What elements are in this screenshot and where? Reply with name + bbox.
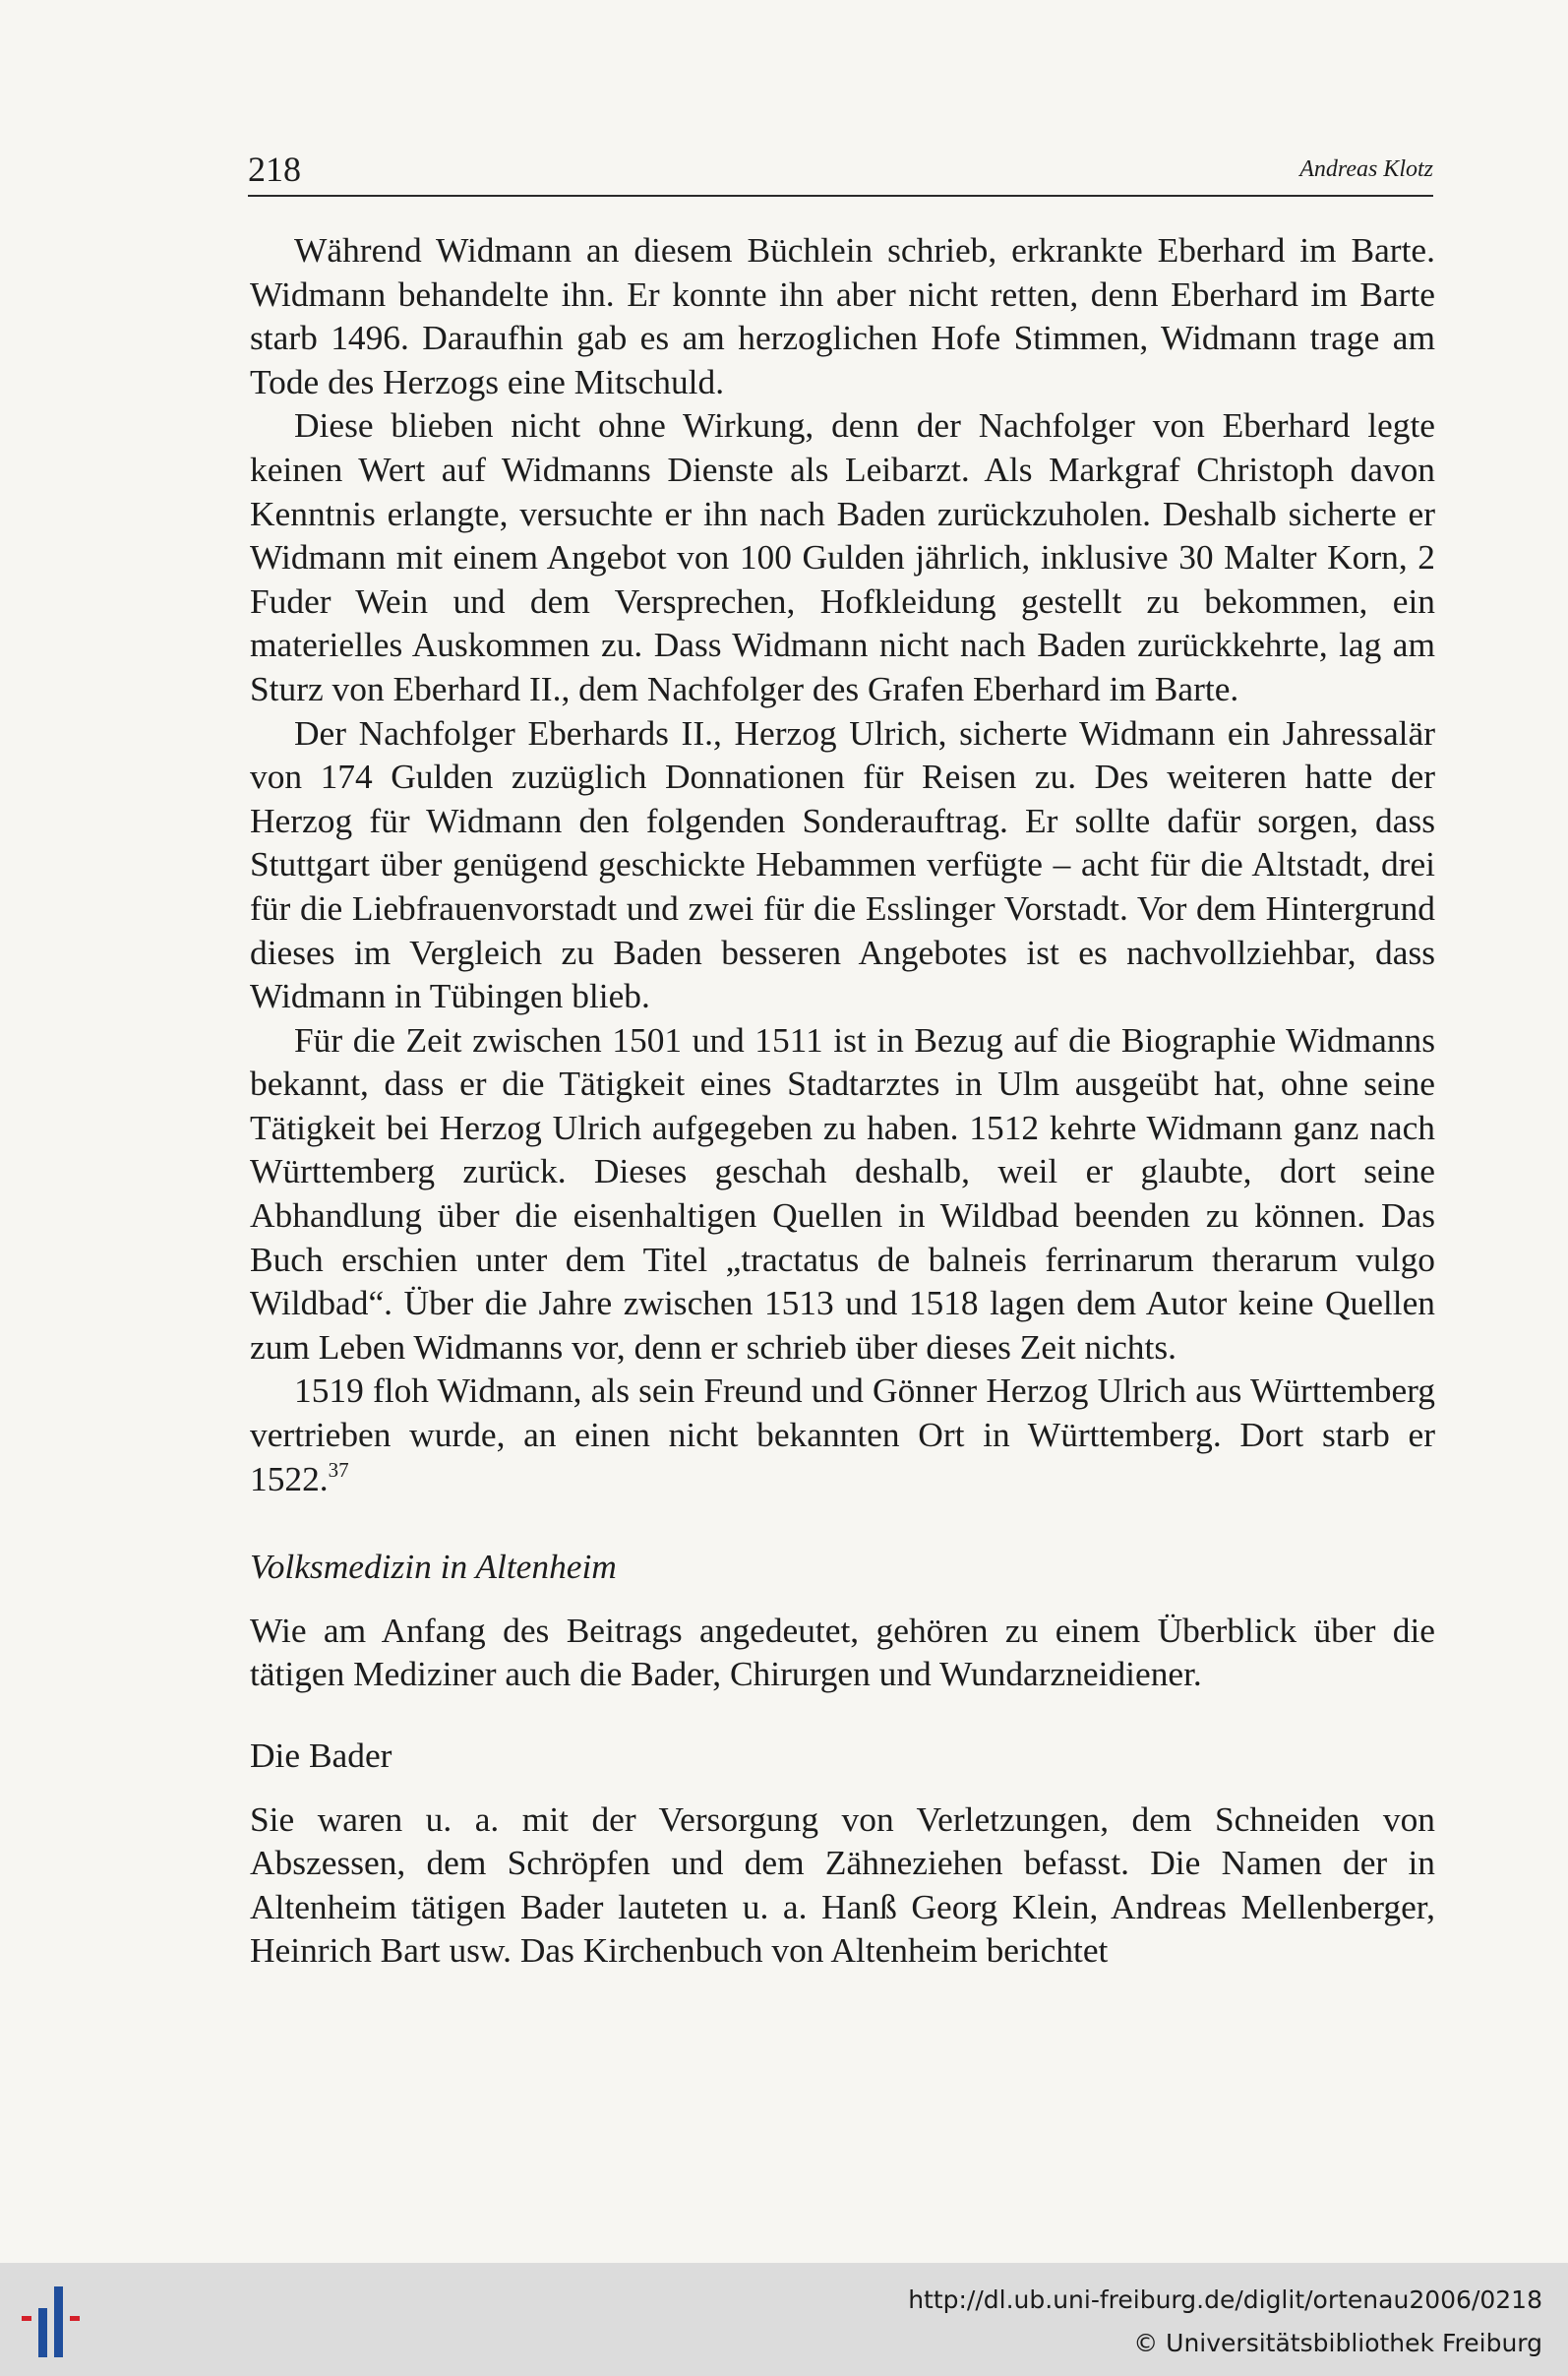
paragraph-3: Der Nachfolger Eberhards II., Herzog Ulrich, sicherte Widmann ein Jahressalär von 174 Gulden zuzüglich Donnationen für Reisen zu. Des weiteren hatte der Herzog für Widmann den folgenden Sonderauftrag. Er sollte dafür sorgen, dass Stuttgart über genügend geschickte Hebammen verfügte – acht für die Altstadt, drei für die Liebfrauenvorstadt und zwei für die Esslinger Vorstadt. Vor dem Hintergrund dieses im Vergleich zu Baden besseren Angebotes ist es nachvollziehbar, dass Widmann in Tübingen blieb.	[250, 712, 1435, 1016]
paragraph-5	[250, 1369, 1435, 1500]
paragraph-2: Diese blieben nicht ohne Wirkung, denn der Nachfolger von Eberhard legte keinen Wert auf Widmanns Dienste als Leibarzt. Als Markgraf Christoph davon Kenntnis erlangte, versuchte er ihn nach Baden zurückzuholen. Deshalb sicherte er Widmann mit einem Angebot von 100 Gulden jährlich, inklusive 30 Malter Korn, 2 Fuder Wein und dem Versprechen, Hofkleidung gestellt zu bekommen, ein materielles Auskommen zu. Dass Widmann nicht nach Baden zurückkehrte, lag am Sturz von Eberhard II., dem Nachfolger des Grafen Eberhard im Barte.	[250, 405, 1435, 708]
footer-bar	[0, 2263, 1568, 2376]
subsection-title: Die Bader	[250, 1736, 392, 1775]
ub-freiburg-logo-icon	[22, 2283, 100, 2361]
source-url-link[interactable]: http://dl.ub.uni-freiburg.de/diglit/ortenau2006/0218	[908, 2285, 1542, 2314]
paragraph-5-text: 1519 floh Widmann, als sein Freund und Gönner Herzog Ulrich aus Württemberg vertrieben wurde, an einen nicht bekannten Ort in Württemberg. Dort starb er 1522.	[250, 1371, 1435, 1498]
page-number: 218	[248, 150, 301, 189]
paragraph-4: Für die Zeit zwischen 1501 und 1511 ist in Bezug auf die Biographie Widmanns bekannt, dass er die Tätigkeit eines Stadtarztes in Ulm ausgeübt hat, ohne seine Tätigkeit bei Herzog Ulrich aufgegeben zu haben. 1512 kehrte Widmann ganz nach Württemberg zurück. Dieses geschah deshalb, weil er glaubte, dort seine Abhandlung über die eisenhaltigen Quellen in Wildbad beenden zu können. Das Buch erschien unter dem Titel „tractatus de balneis ferrinarum therarum vulgo Wildbad“. Über die Jahre zwischen 1513 und 1518 lagen dem Autor keine Quellen zum Leben Widmanns vor, denn er schrieb über dieses Zeit nichts.	[250, 1019, 1435, 1367]
paragraph-1: Während Widmann an diesem Büchlein schrieb, erkrankte Eberhard im Barte. Widmann behandelte ihn. Er konnte ihn aber nicht retten, denn Eberhard im Barte starb 1496. Daraufhin gab es am herzoglichen Hofe Stimmen, Widmann trage am Tode des Herzogs eine Mitschuld.	[250, 230, 1435, 401]
copyright-notice: © Universitätsbibliothek Freiburg	[1133, 2329, 1542, 2357]
page-header	[248, 144, 1433, 197]
footnote-marker: 37	[328, 1457, 349, 1482]
paragraph-6: Wie am Anfang des Beitrags angedeutet, gehören zu einem Überblick über die tätigen Mediziner auch die Bader, Chirurgen und Wundarzneidiener.	[250, 1610, 1435, 1694]
running-head-author: Andreas Klotz	[1299, 156, 1433, 182]
main-text	[250, 228, 1435, 1973]
section-title: Volksmedizin in Altenheim	[250, 1547, 617, 1587]
paragraph-7: Sie waren u. a. mit der Versorgung von Verletzungen, dem Schneiden von Abszessen, dem Schröpfen und dem Zähneziehen befasst. Die Namen der in Altenheim tätigen Bader lauteten u. a. Hanß Georg Klein, Andreas Mellenberger, Heinrich Bart usw. Das Kirchenbuch von Altenheim berichtet	[250, 1798, 1435, 1971]
